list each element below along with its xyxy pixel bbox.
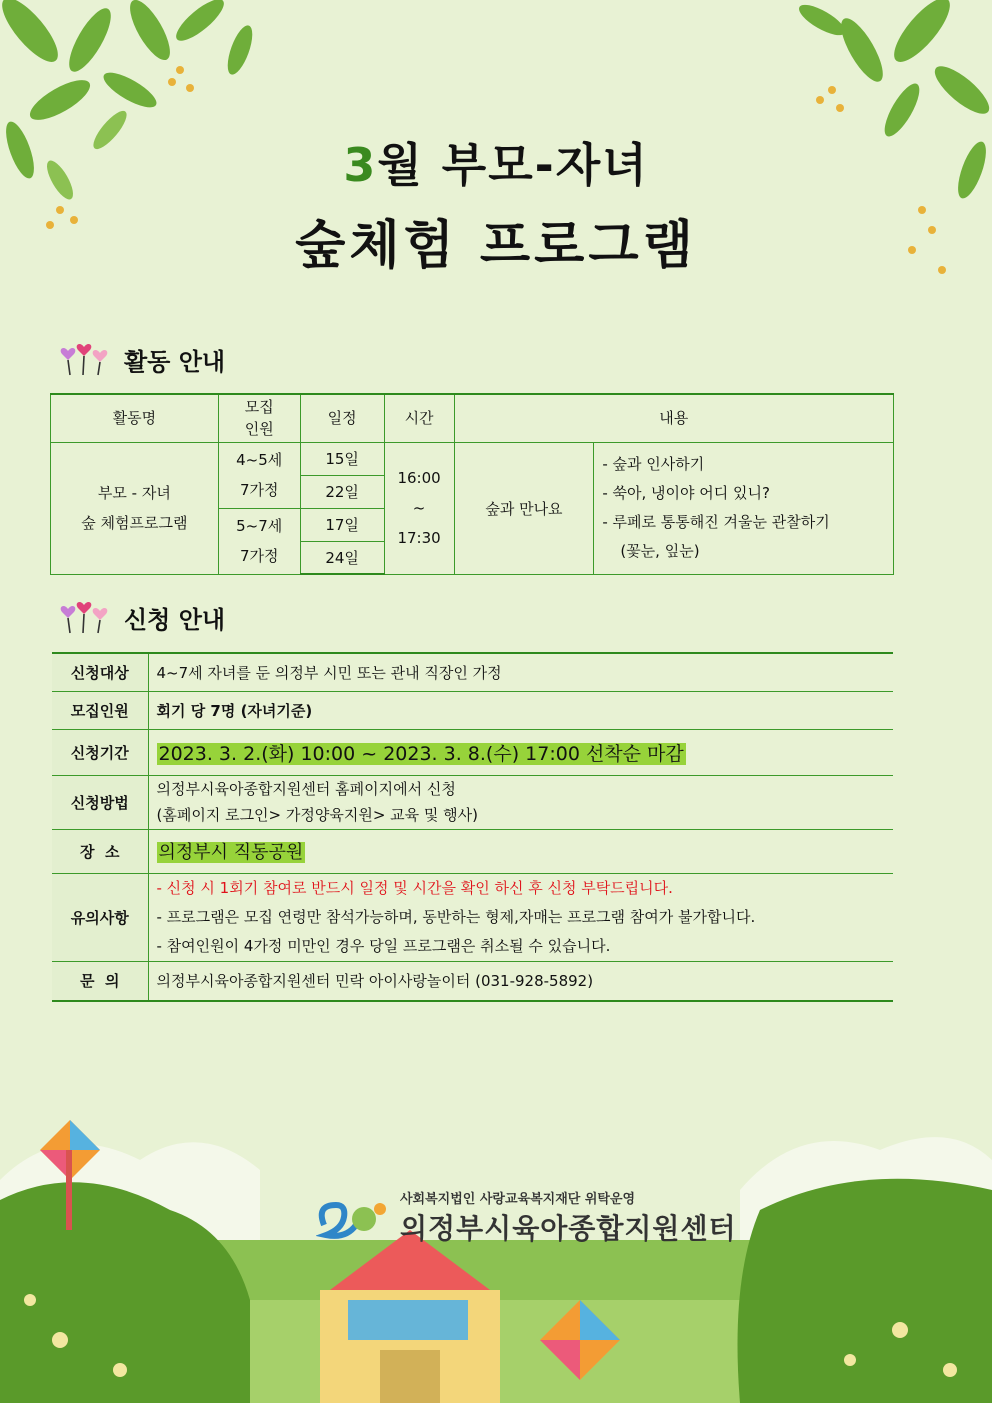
activity-heading-label: 활동 안내 [124,348,226,376]
date-cell: 17일 [300,508,384,541]
bottom-scenery-illustration [0,1100,992,1403]
content-line: - 숲과 인사하기 [602,455,705,473]
note-line-warning: - 신청 시 1회기 참여로 반드시 일정 및 시간을 확인 하신 후 신청 부탁드립니다. [156,878,673,897]
subtitle-cell: 숲과 만나요 [454,442,594,574]
target-key: 신청대상 [52,653,148,691]
time-start: 16:00 [397,469,441,487]
table-row [52,829,893,873]
header-time: 시간 [384,394,454,442]
heart-flowers-icon [58,601,110,635]
method-value-line-2: (홈페이지 로그인> 가정양육지원> 교육 및 행사) [156,806,479,824]
notes-key: 유의사항 [52,873,148,961]
recruit-key: 모집인원 [52,691,148,729]
content-cell [594,442,894,574]
logo-subtitle: 사회복지법인 사랑교육복지재단 위탁운영 [400,1192,636,1207]
note-line: - 참여인원이 4가정 미만인 경우 당일 프로그램은 취소될 수 있습니다. [156,936,611,955]
date-cell: 22일 [300,475,384,508]
table-row [52,729,893,775]
place-key: 장 소 [52,829,148,873]
table-row [52,775,893,829]
organization-logo [316,1188,737,1247]
method-value-cell [148,775,893,829]
header-recruit: 모집 인원 [218,394,300,442]
recruit-value: 회기 당 7명 (자녀기준) [148,691,893,729]
page-title [0,130,992,292]
header-name: 활동명 [51,394,219,442]
heart-flowers-icon [58,343,110,377]
period-key: 신청기간 [52,729,148,775]
target-value: 4~7세 자녀를 둔 의정부 시민 또는 관내 직장인 가정 [148,653,893,691]
method-value-line-1: 의정부시육아종합지원센터 홈페이지에서 신청 [156,780,456,798]
contact-value: 의정부시육아종합지원센터 민락 아이사랑놀이터 (031-928-5892) [148,961,893,1001]
notes-value-cell [148,873,893,961]
content-line: - 쑥아, 냉이야 어디 있니? [602,484,770,502]
program-name-cell [51,442,219,574]
application-table [52,652,893,1002]
time-cell [384,442,454,574]
place-value-cell [148,829,893,873]
header-schedule: 일정 [300,394,384,442]
table-row [52,873,893,961]
program-name-line-1: 부모 - 자녀 [97,484,171,502]
table-row [52,961,893,1001]
date-cell: 24일 [300,541,384,574]
title-line-2: 숲체험 프로그램 [295,216,697,276]
application-heading-label: 신청 안내 [124,606,226,634]
group2-families: 7가정 [239,547,279,565]
logo-name: 의정부시육아종합지원센터 [400,1212,737,1245]
time-separator: ~ [412,499,426,517]
note-line: - 프로그램은 모집 연령만 참석가능하며, 동반하는 형제,자매는 프로그램 참여가 불가합니다. [156,907,756,926]
table-row [52,653,893,691]
date-cell: 15일 [300,442,384,475]
group1-cell [218,442,300,508]
place-value: 의정부시 직동공원 [158,842,304,863]
activity-table-header [51,394,894,442]
period-value: 2023. 3. 2.(화) 10:00 ~ 2023. 3. 8.(수) 17:00 선착순 마감 [158,742,684,765]
contact-key: 문 의 [52,961,148,1001]
content-line: (꽃눈, 잎눈) [620,542,700,560]
program-name-line-2: 숲 체험프로그램 [81,514,188,532]
title-line-1 [0,130,992,200]
header-content: 내용 [454,394,893,442]
application-section-heading [58,600,225,635]
group1-families: 7가정 [239,481,279,499]
title-line-1-text: 월 부모-자녀 [377,138,649,192]
logo-text [400,1188,737,1247]
group1-age: 4~5세 [236,451,283,469]
group2-cell [218,508,300,574]
logo-emblem-icon [316,1195,392,1241]
title-month-number: 3 [343,138,378,192]
method-key: 신청방법 [52,775,148,829]
group2-age: 5~7세 [236,517,283,535]
table-row [51,442,894,475]
activity-section-heading [58,342,225,377]
period-value-cell [148,729,893,775]
activity-table [50,393,894,575]
content-line: - 루페로 통통해진 겨울눈 관찰하기 [602,513,830,531]
time-end: 17:30 [397,529,441,547]
table-row [52,691,893,729]
